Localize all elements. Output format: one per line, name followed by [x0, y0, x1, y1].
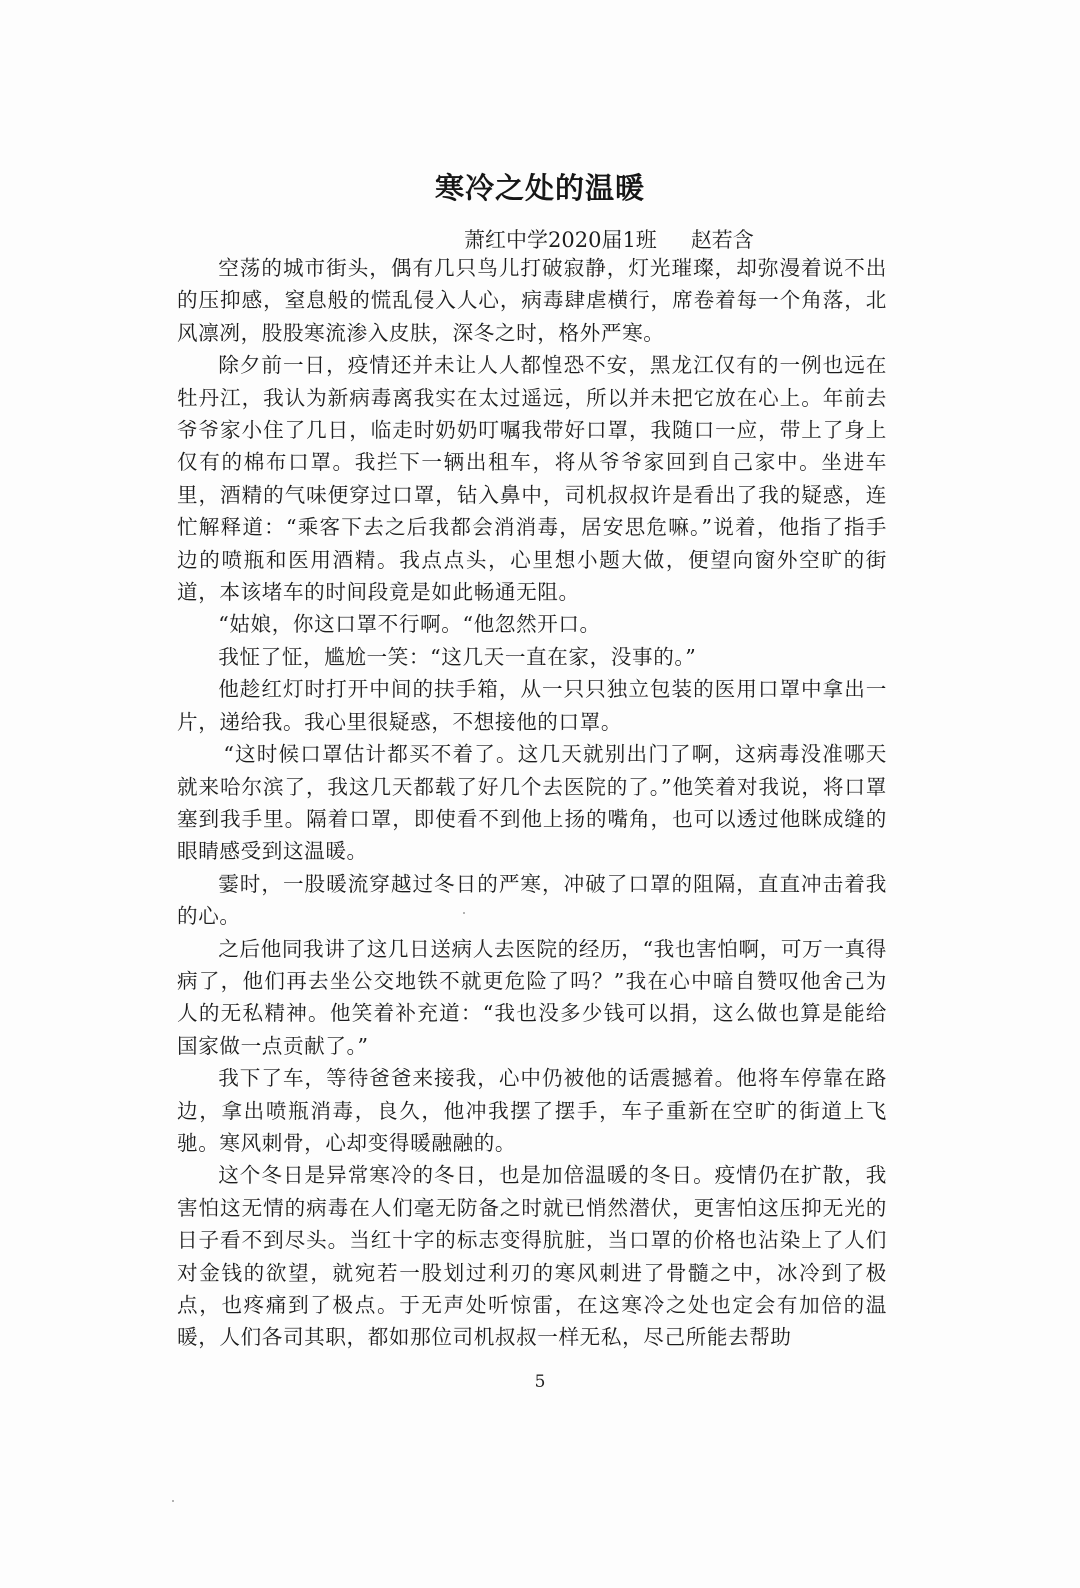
paragraph-4: 我怔了怔，尴尬一笑：“这几天一直在家，没事的。”: [218, 644, 697, 669]
paragraph-3: “姑娘，你这口罩不行啊。“他忽然开口。: [218, 612, 601, 637]
paragraph-9: 我下了车，等待爸爸来接我，心中仍被他的话震撼着。他将车停靠在路边，拿出喷瓶消毒，良久，他冲我摆了摆手，车子重新在空旷的街道上飞驰。寒风刺骨，心却变得暖融融的。: [177, 1066, 887, 1155]
paragraph-1: 空荡的城市街头，偶有几只鸟儿打破寂静，灯光璀璨，却弥漫着说不出的压抑感，窒息般的慌乱侵入人心，病毒肆虐横行，席卷着每一个角落，北风凛冽，股股寒流渗入皮肤，深冬之时，格外严寒。: [177, 256, 887, 345]
byline: [464, 224, 754, 254]
paragraph-5: 他趁红灯时打开中间的扶手箱，从一只只独立包装的医用口罩中拿出一片，递给我。我心里很疑惑，不想接他的口罩。: [177, 677, 887, 734]
paragraph-10: 这个冬日是异常寒冷的冬日，也是加倍温暖的冬日。疫情仍在扩散，我害怕这无情的病毒在人们毫无防备之时就已悄然潜伏，更害怕这压抑无光的日子看不到尽头。当红十字的标志变得肮脏，当口罩的价格也沾染上了人们对金钱的欲望，就宛若一股划过利刃的寒风刺进了骨髓之中，冰冷到了极点，也疼痛到了极点。于无声处听惊雷，在这寒冷之处也定会有加倍的温暖，人们各司其职，都如那位司机叔叔一样无私，尽己所能去帮助: [177, 1163, 887, 1350]
scan-speck: [463, 912, 465, 914]
paragraph-8: 之后他同我讲了这几日送病人去医院的经历，“我也害怕啊，可万一真得病了，他们再去坐公交地铁不就更危险了吗？”我在心中暗自赞叹他舍己为人的无私精神。他笑着补充道：“我也没多少钱可以捐，这么做也算是能给国家做一点贡献了。”: [177, 936, 887, 1058]
school-class: 萧红中学2020届1班: [464, 228, 657, 252]
scan-speck: [172, 1500, 174, 1502]
paragraph-2: 除夕前一日，疫情还并未让人人都惶恐不安，黑龙江仅有的一例也远在牡丹江，我认为新病毒离我实在太过遥远，所以并未把它放在心上。年前去爷爷家小住了几日，临走时奶奶叮嘱我带好口罩，我随口一应，带上了身上仅有的棉布口罩。我拦下一辆出租车，将从爷爷家回到自己家中。坐进车里，酒精的气味便穿过口罩，钻入鼻中，司机叔叔许是看出了我的疑惑，连忙解释道：“乘客下去之后我都会消消毒，居安思危嘛。”说着，他指了指手边的喷瓶和医用酒精。我点点头，心里想小题大做，便望向窗外空旷的街道，本该堵车的时间段竟是如此畅通无阻。: [177, 353, 887, 605]
author-name: 赵若含: [690, 228, 754, 252]
essay-body: [177, 252, 887, 1354]
essay-title: 寒冷之处的温暖: [434, 171, 645, 205]
paragraph-6: “这时候口罩估计都买不着了。这几天就别出门了啊，这病毒没准哪天就来哈尔滨了，我这几天都载了好几个去医院的了。”他笑着对我说，将口罩塞到我手里。隔着口罩，即使看不到他上扬的嘴角，也可以透过他眯成缝的眼睛感受到这温暖。: [177, 742, 887, 864]
page-number: 5: [534, 1372, 546, 1392]
paragraph-7: 霎时，一股暖流穿越过冬日的严寒，冲破了口罩的阻隔，直直冲击着我的心。: [177, 871, 887, 929]
